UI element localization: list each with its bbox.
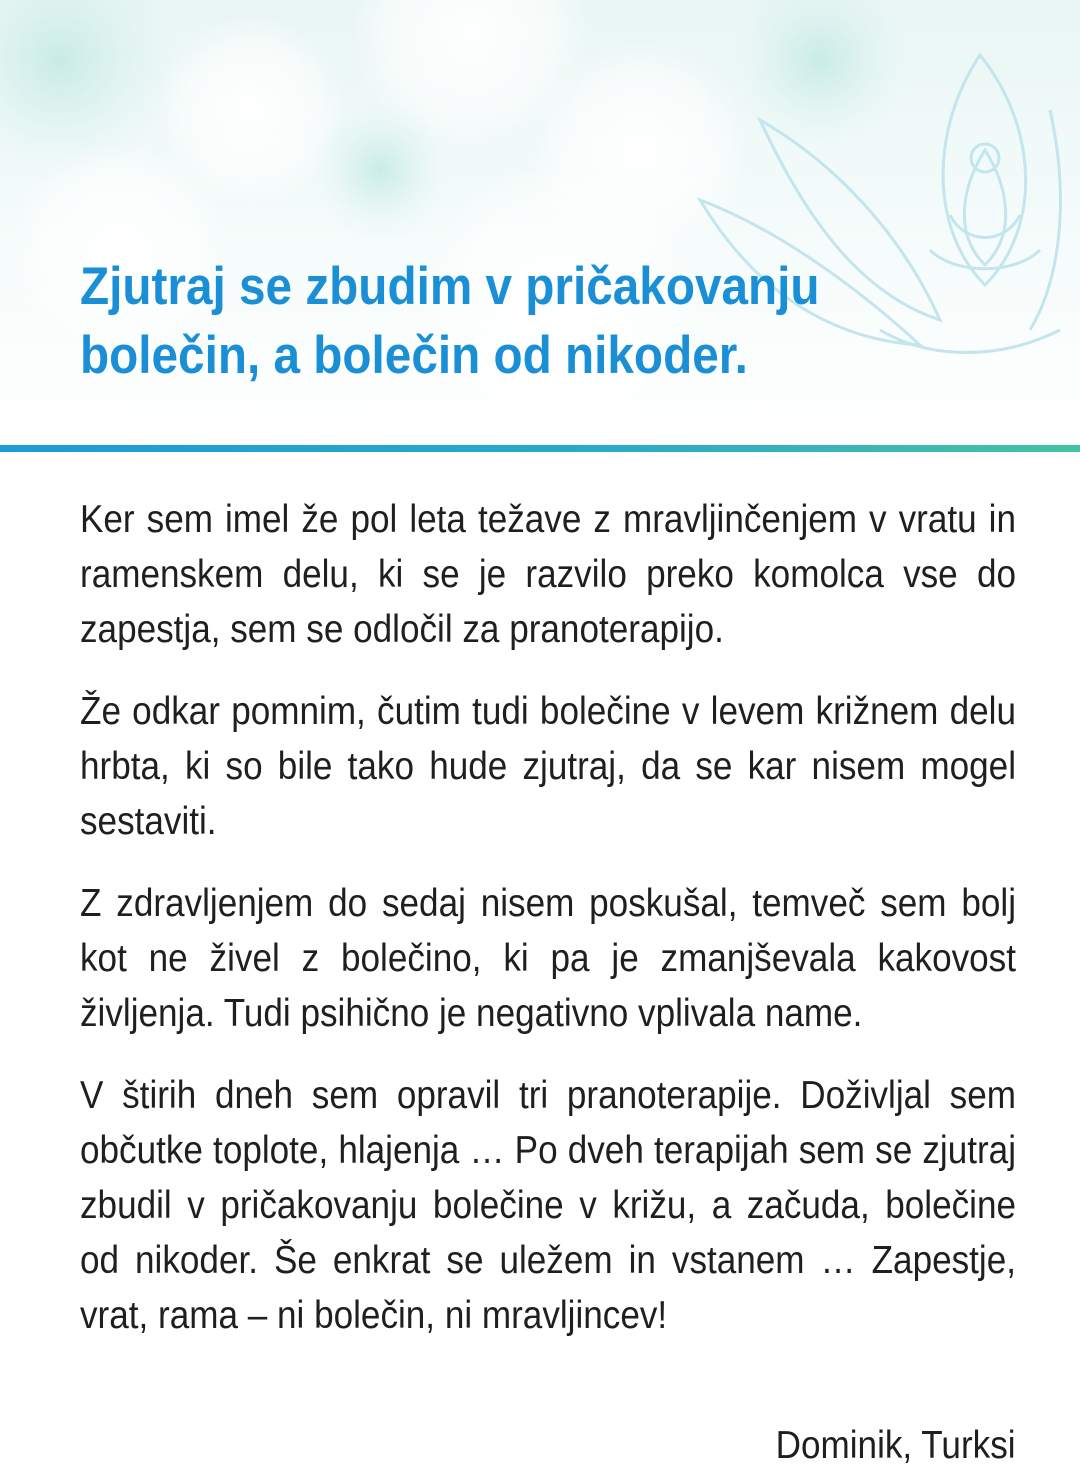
testimonial-body: [80, 492, 1016, 1370]
signature: Dominik, Turksi: [776, 1424, 1016, 1467]
paragraph: Ker sem imel že pol leta težave z mravljinčenjem v vratu in ramenskem delu, ki se je razvilo preko komolca vse do zapestja, sem se odločil za pranoterapijo.: [80, 498, 1016, 651]
header-divider: [0, 445, 1080, 452]
header-banner: [0, 0, 1080, 445]
page-title: [80, 252, 926, 390]
title-line: bolečin, a bolečin od nikoder.: [80, 326, 748, 385]
paragraph: Že odkar pomnim, čutim tudi bolečine v levem križnem delu hrbta, ki so bile tako hude zjutraj, da se kar nisem mogel sestaviti.: [80, 690, 1016, 843]
title-line: Zjutraj se zbudim v pričakovanju: [80, 257, 820, 316]
paragraph: Z zdravljenjem do sedaj nisem poskušal, temveč sem bolj kot ne živel z bolečino, ki pa je zmanjševala kakovost življenja. Tudi psihično je negativno vplivala name.: [80, 882, 1016, 1035]
paragraph: V štirih dneh sem opravil tri pranoterapije. Doživljal sem občutke toplote, hlajenja … Po dveh terapijah sem se zjutraj zbudil v pričakovanju bolečine v križu, a začuda, bolečine od nikoder. Še enkrat se uležem in vstanem … Zapestje, vrat, rama – ni bolečin, ni mravljincev!: [80, 1074, 1016, 1337]
